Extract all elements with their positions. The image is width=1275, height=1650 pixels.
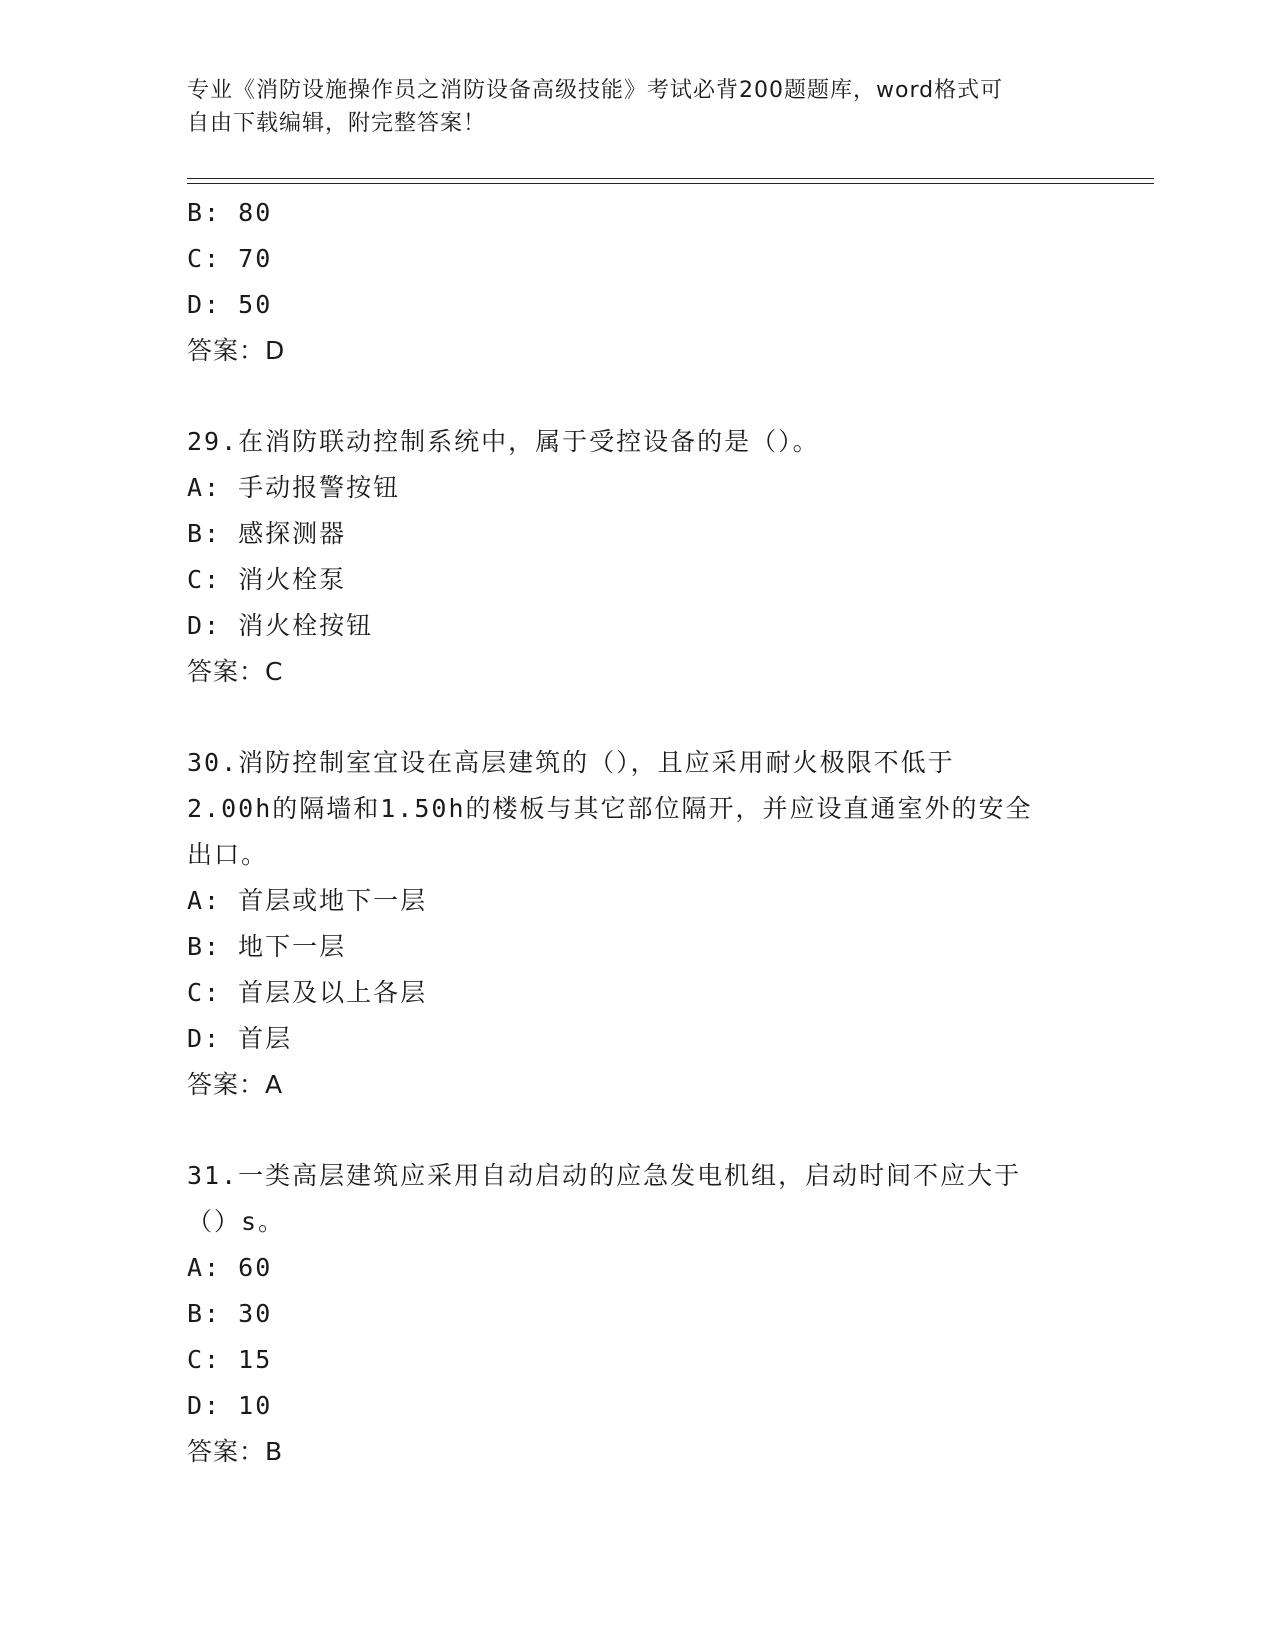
- option-b: B: 80: [187, 198, 273, 227]
- question-gap: [187, 1108, 1087, 1153]
- question-stem-continued: 2.00h的隔墙和1.50h的楼板与其它部位隔开，并应设直通室外的安全: [187, 794, 1033, 823]
- option-d: D: 首层: [187, 1024, 293, 1053]
- option-c: C: 消火栓泵: [187, 565, 347, 594]
- header-divider-top: [187, 178, 1154, 179]
- answer-line: 答案：B: [187, 1437, 284, 1466]
- answer-line: 答案：A: [187, 1070, 284, 1099]
- question-stem: 29.在消防联动控制系统中，属于受控设备的是（）。: [187, 427, 820, 456]
- option-d: D: 10: [187, 1391, 273, 1420]
- previous-question-block: [187, 190, 1087, 374]
- option-a: A: 60: [187, 1253, 273, 1282]
- option-b: B: 30: [187, 1299, 273, 1328]
- question-stem-continued: 出口。: [187, 840, 269, 869]
- option-d: D: 消火栓按钮: [187, 611, 374, 640]
- answer-line: 答案：D: [187, 336, 286, 365]
- question-stem: 31.一类高层建筑应采用自动启动的应急发电机组，启动时间不应大于: [187, 1161, 1022, 1190]
- question-30: [187, 740, 1087, 1108]
- header-title-line-2: 自由下载编辑，附完整答案！: [187, 111, 487, 136]
- header-divider-bottom: [187, 183, 1154, 184]
- option-a: A: 手动报警按钮: [187, 473, 401, 502]
- option-a: A: 首层或地下一层: [187, 886, 428, 915]
- option-c: C: 70: [187, 244, 273, 273]
- option-d: D: 50: [187, 290, 273, 319]
- option-b: B: 感探测器: [187, 519, 347, 548]
- answer-line: 答案：C: [187, 657, 284, 686]
- question-stem-continued: （）s。: [187, 1207, 286, 1236]
- question-31: [187, 1153, 1087, 1475]
- header-title-line-1: 专业《消防设施操作员之消防设备高级技能》考试必背200题题库，word格式可: [187, 78, 1004, 103]
- option-c: C: 首层及以上各层: [187, 978, 428, 1007]
- question-stem: 30.消防控制室宜设在高层建筑的（），且应采用耐火极限不低于: [187, 748, 955, 777]
- option-c: C: 15: [187, 1345, 273, 1374]
- option-b: B: 地下一层: [187, 932, 347, 961]
- question-gap: [187, 374, 1087, 419]
- document-header: [187, 74, 1087, 140]
- question-gap: [187, 695, 1087, 740]
- question-list: [187, 190, 1087, 1475]
- question-29: [187, 419, 1087, 695]
